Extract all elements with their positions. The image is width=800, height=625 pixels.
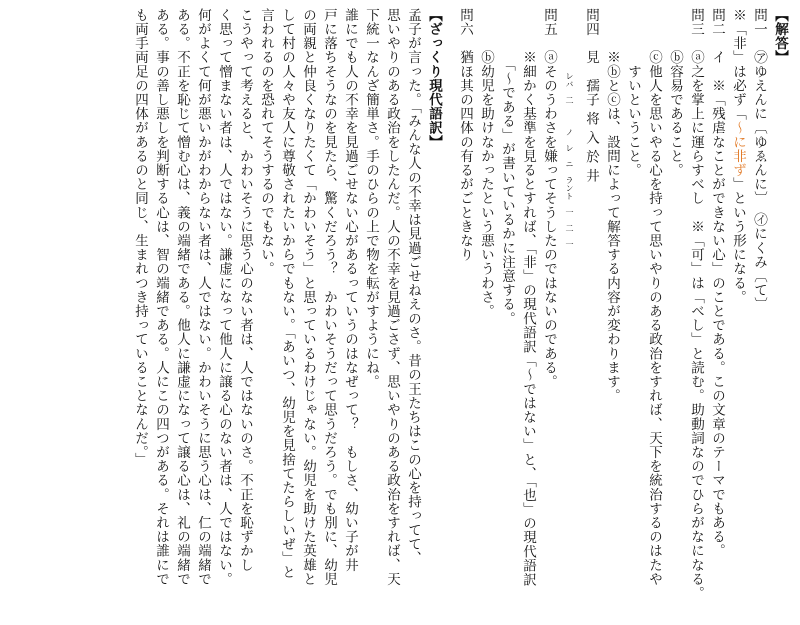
q1-note bbox=[727, 8, 748, 620]
kaeri-mark-2: 二 bbox=[565, 96, 574, 104]
q5-label: 問五 bbox=[541, 8, 557, 37]
q5-line-b2 bbox=[496, 8, 517, 620]
q5-line-c bbox=[475, 8, 496, 620]
q4-kaeri-line bbox=[559, 8, 580, 620]
q3-line-c bbox=[643, 8, 664, 620]
q3-line-d bbox=[601, 8, 622, 620]
q3-answer-c: ⓒ他人を思いやる心を持って思いやりのある政治をすれば、天下を統治するのはたや bbox=[646, 50, 662, 587]
q3-line-c2 bbox=[622, 8, 643, 620]
q5-answer-a: ⓐそのうわさを嫌ってそうしたのではないのである。 bbox=[541, 50, 557, 389]
q5-answer-b: ⓑ幼児を助けなかったという悪いうわさ。 bbox=[478, 50, 494, 319]
translation-line: こうやって考えると、かわいそうに思う心のない者は、人ではないのさ。不正を恥ずかし bbox=[237, 8, 253, 572]
kaeri-mark-5: ニ bbox=[565, 160, 574, 168]
q1-note-after: 」という形になる。 bbox=[730, 177, 746, 305]
kaeri-mark-1: レバ bbox=[565, 72, 574, 88]
translation-heading: 【ざっくり現代語訳】 bbox=[426, 8, 442, 149]
section-gap bbox=[444, 8, 454, 620]
translation-line: 孟子が言った。「みんな人の不幸は見過ごせねえのさ。昔の王たちはこの心を持ってて、 bbox=[405, 8, 421, 566]
translation-line: 何がよくて何が悪いかがわからない者は、人ではない。かわいそうに思う心は、仁の端緒で bbox=[195, 8, 211, 587]
translation-line: も両手両足の四体があるのと同じ、生まれつき持っていることなんだ。」 bbox=[132, 8, 148, 467]
q3-answer-c2: すいということ。 bbox=[625, 64, 641, 178]
q5-note-2: 「〜である」が書いているかに注意する。 bbox=[499, 64, 515, 326]
kaeri-mark-4: レ bbox=[565, 144, 574, 152]
translation-line: 誰にでも人の不幸を見過ごせない心があるっていうのはなぜって？ もしさ、幼い子が井 bbox=[342, 8, 358, 572]
translation-line: 下統一なんざ簡単さ。手のひらの上で物を転がすようにね。 bbox=[363, 8, 379, 389]
translation-line: して村の人々や友人に尊敬されたいからでもない。「あいつ、幼児を見捨てたらしいぜ」と bbox=[279, 8, 295, 580]
translation-line: 戸に落ちそうなのを見たら、驚くだろう？ かわいそうだって思うだろう。でも別に、幼児 bbox=[321, 8, 337, 587]
q5-line-b bbox=[517, 8, 538, 620]
q5-line-a bbox=[538, 8, 559, 620]
q1-line bbox=[748, 8, 769, 620]
q6-answer: 猶ほ其の四体の有るがごときなり bbox=[457, 50, 473, 262]
vertical-text-body bbox=[0, 8, 790, 620]
q4-label: 問四 bbox=[583, 8, 599, 37]
translation-line: 言われるのを恐れてそうするのでもない。 bbox=[258, 8, 274, 276]
q3-note: ※ⓑとⓒは、設問によって解答する内容が変わります。 bbox=[604, 50, 620, 403]
translation-line: 思いやりのある政治をしたんだ。人の不幸を見過ごさず、思いやりのある政治をすれば、天 bbox=[384, 8, 400, 587]
kaeri-mark-3: ノ bbox=[565, 128, 574, 136]
q2-line bbox=[706, 8, 727, 620]
kaeri-mark-7: 一 bbox=[565, 208, 574, 216]
q3-answer-a: ⓐ之を掌上に運らすべし ※「可」は「べし」と読む。助動詞なのでひらがなになる。 bbox=[688, 50, 704, 601]
translation-line: く思って憎まない者は、人ではない。謙虚になって他人に譲る心のない者は、人ではない。 bbox=[216, 8, 232, 587]
q3-answer-b: ⓑ容易であること。 bbox=[667, 50, 683, 178]
q5-note: ※細かく基準を見るとすれば、「非」の現代語訳「〜ではない」と、「也」の現代語訳 bbox=[520, 50, 536, 587]
q2-answer: イ ※「残虐なことができない心」のことである。この文章のテーマでもある。 bbox=[709, 50, 725, 558]
q1-answer: ㋐ゆえんに〔ゆゑんに〕 ㋑にくみ〔て〕 bbox=[751, 50, 767, 312]
q3-line-b bbox=[664, 8, 685, 620]
kaeri-mark-9: 一 bbox=[565, 240, 574, 248]
q4-kanbun: 見 孺子 将 入 於 井 bbox=[583, 50, 599, 183]
q1-note-highlight: 〜に非ず bbox=[730, 120, 746, 178]
answer-heading: 【解答】 bbox=[772, 8, 788, 65]
translation-line: の両親と仲良くなりたくて「かわいそう」と思っているわけじゃない。幼児を助けた英雄と bbox=[300, 8, 316, 587]
q2-label: 問二 bbox=[709, 8, 725, 37]
kaeri-mark-6: ラント bbox=[565, 176, 574, 200]
q6-label: 問六 bbox=[457, 8, 473, 37]
translation-line: ある。不正を恥じて憎む心は、義の端緒である。他人に謙虚になって譲る心は、礼の端緒で bbox=[174, 8, 190, 587]
q6-line bbox=[454, 8, 475, 620]
q3-label: 問三 bbox=[688, 8, 704, 37]
kaeri-mark-8: 二 bbox=[565, 224, 574, 232]
q1-label: 問一 bbox=[751, 8, 767, 37]
q3-line-a bbox=[685, 8, 706, 620]
q1-note-before: ※「非」は必ず「 bbox=[730, 8, 746, 121]
q4-line bbox=[580, 8, 601, 620]
translation-line: ある。事の善し悪しを判断する心は、智の端緒である。人にこの四つがある。それは誰にで bbox=[153, 8, 169, 587]
